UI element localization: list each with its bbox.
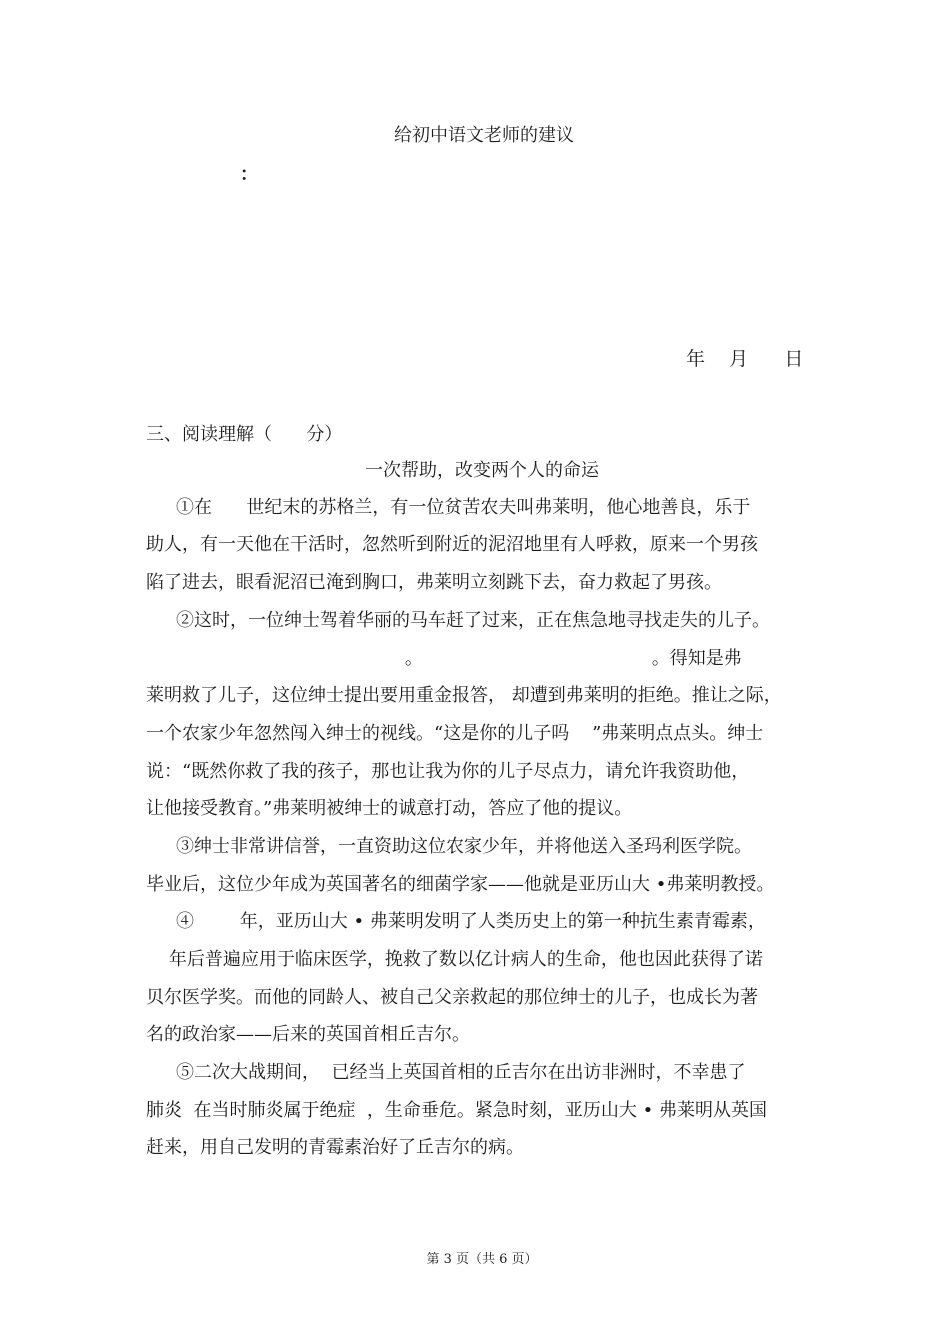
paragraph-line: ①在 世纪末的苏格兰，有一位贫苦农夫叫弗莱明，他心地善良，乐于 — [176, 497, 751, 518]
paragraph-line: ④ 年，亚历山大 • 弗莱明发明了人类历史上的第一种抗生素青霉素， — [176, 911, 766, 932]
page-number: 第 3 页（共 6 页） — [426, 1252, 538, 1267]
paragraph-line: 说：“既然你救了我的孩子，那也让我为你的儿子尽点力，请允许我资助他， — [146, 761, 750, 782]
paragraph-line: 助人，有一天他在干活时，忽然听到附近的泥沼地里有人呼救，原来一个男孩 — [146, 534, 758, 555]
paragraph-line: 让他接受教育。”弗莱明被绅士的诚意打动，答应了他的提议。 — [146, 798, 633, 819]
paragraph-line: 肺炎 在当时肺炎属于绝症 ，生命垂危。紧急时刻，亚历山大 • 弗莱明从英国 — [146, 1100, 767, 1121]
paragraph-line: ⑤二次大战期间， 已经当上英国首相的丘吉尔在出访非洲时，不幸患了 — [176, 1062, 746, 1083]
letter-title: 给初中语文老师的建议 — [394, 125, 574, 146]
paragraph-line: 赶来，用自己发明的青霉素治好了丘吉尔的病。 — [146, 1137, 524, 1158]
paragraph-line: 陷了进去，眼看泥沼已淹到胸口，弗莱明立刻跳下去，奋力救起了男孩。 — [146, 572, 722, 593]
paragraph-line: ②这时，一位绅士驾着华丽的马车赶了过来，正在焦急地寻找走失的儿子。 — [176, 610, 770, 631]
paragraph-line: 一个农家少年忽然闯入绅士的视线。“这是你的儿子吗 ”弗莱明点点头。绅士 — [146, 723, 764, 744]
article-title: 一次帮助，改变两个人的命运 — [365, 460, 599, 481]
section-heading: 三、阅读理解（ 分） — [146, 424, 343, 445]
paragraph-line: 。 。得知是弗 — [176, 648, 742, 669]
letter-date: 年 月 日 — [686, 348, 804, 370]
paragraph-line: 莱明救了儿子，这位绅士提出要用重金报答， 却遭到弗莱明的拒绝。推让之际， — [146, 685, 782, 706]
salutation-colon: ： — [240, 164, 258, 185]
paragraph-line: 年后普遍应用于临床医学，挽救了数以亿计病人的生命，他也因此获得了诺 — [146, 949, 763, 970]
paragraph-line: 名的政治家——后来的英国首相丘吉尔。 — [146, 1024, 470, 1045]
paragraph-line: ③绅士非常讲信誉，一直资助这位农家少年，并将他送入圣玛利医学院。 — [176, 836, 752, 857]
paragraph-line: 毕业后，这位少年成为英国著名的细菌学家——他就是亚历山大 •弗莱明教授。 — [146, 874, 775, 895]
paragraph-line: 贝尔医学奖。而他的同龄人、被自己父亲救起的那位绅士的儿子，也成长为著 — [146, 987, 758, 1008]
